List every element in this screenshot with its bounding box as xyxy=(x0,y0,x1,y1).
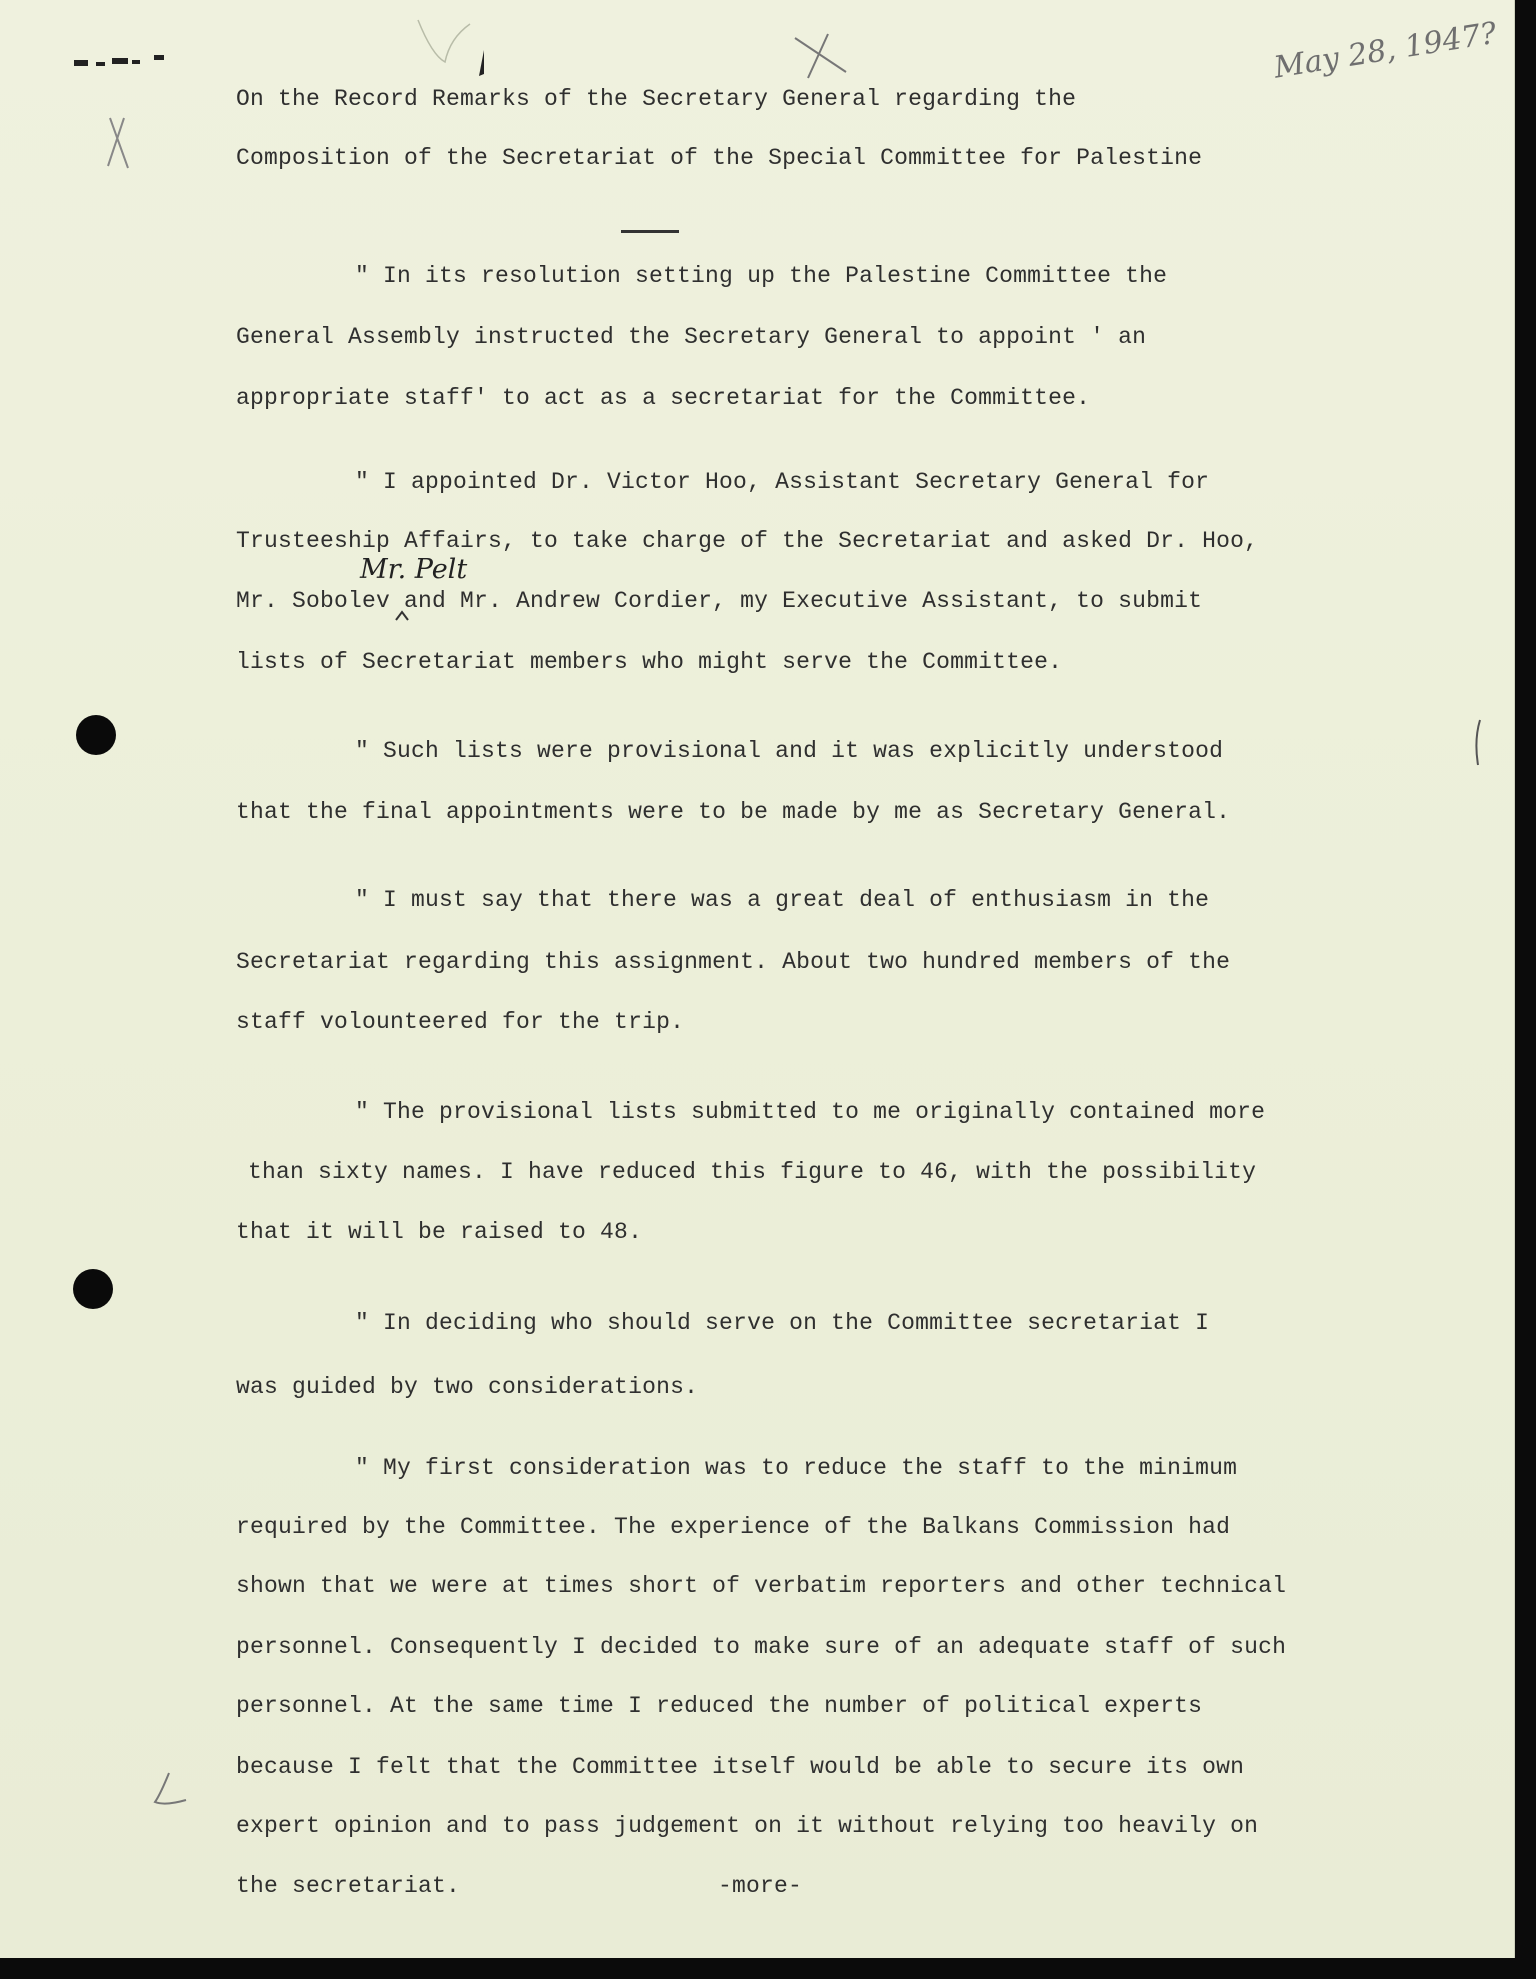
paragraph-line: " In deciding who should serve on the Committee secretariat I xyxy=(355,1310,1210,1336)
paragraph-line: " In its resolution setting up the Palestine Committee the xyxy=(355,263,1168,289)
punch-hole-top xyxy=(76,715,116,755)
paragraph-line: " I appointed Dr. Victor Hoo, Assistant Secretary General for xyxy=(355,469,1210,495)
paragraph-line: Mr. Sobolev and Mr. Andrew Cordier, my Executive Assistant, to submit xyxy=(236,588,1203,614)
paragraph-line: General Assembly instructed the Secretary General to appoint ' an xyxy=(236,324,1147,350)
top-slash-mark xyxy=(479,50,484,76)
paragraph-line: that it will be raised to 48. xyxy=(236,1219,643,1245)
paragraph-line: Trusteeship Affairs, to take charge of the Secretariat and asked Dr. Hoo, xyxy=(236,528,1259,554)
paragraph-line: " The provisional lists submitted to me originally contained more xyxy=(355,1099,1266,1125)
top-x-mark xyxy=(795,34,846,78)
right-margin-mark xyxy=(1476,720,1480,765)
paragraph-line: the secretariat. xyxy=(236,1873,461,1899)
handwritten-insertion: Mr. Pelt xyxy=(360,554,468,585)
paragraph-line: personnel. At the same time I reduced the number of political experts xyxy=(236,1693,1203,1719)
paragraph-line: because I felt that the Committee itself would be able to secure its own xyxy=(236,1754,1245,1780)
paragraph-line: expert opinion and to pass judgement on it without relying too heavily on xyxy=(236,1813,1259,1839)
title-line-1: On the Record Remarks of the Secretary General regarding the xyxy=(236,86,1077,112)
paragraph-line: was guided by two considerations. xyxy=(236,1374,699,1400)
paragraph-line: appropriate staff' to act as a secretariat for the Committee. xyxy=(236,385,1091,411)
left-check-mark xyxy=(155,1773,186,1804)
paragraph-line: personnel. Consequently I decided to make sure of an adequate staff of such xyxy=(236,1634,1287,1660)
title-line-2: Composition of the Secretariat of the Special Committee for Palestine xyxy=(236,145,1203,171)
paragraph-line: staff volounteered for the trip. xyxy=(236,1009,685,1035)
paragraph-line: " Such lists were provisional and it was explicitly understood xyxy=(355,738,1224,764)
paragraph-line: " I must say that there was a great deal of enthusiasm in the xyxy=(355,887,1210,913)
paragraph-line: shown that we were at times short of verbatim reporters and other technical xyxy=(236,1573,1287,1599)
paragraph-line: than sixty names. I have reduced this figure to 46, with the possibility xyxy=(248,1159,1257,1185)
paragraph-line: " My first consideration was to reduce the staff to the minimum xyxy=(355,1455,1238,1481)
top-v-mark xyxy=(418,20,470,62)
paragraph-line: lists of Secretariat members who might serve the Committee. xyxy=(236,649,1063,675)
title-divider xyxy=(621,230,679,233)
punch-hole-bottom xyxy=(73,1269,113,1309)
more-continuation: -more- xyxy=(718,1873,803,1899)
top-left-scribble xyxy=(74,55,164,66)
paragraph-line: Secretariat regarding this assignment. About two hundred members of the xyxy=(236,949,1231,975)
paragraph-line: required by the Committee. The experience of the Balkans Commission had xyxy=(236,1514,1231,1540)
handwritten-date: May 28, 1947? xyxy=(1271,15,1500,86)
margin-x-mark xyxy=(108,118,128,168)
paragraph-line: that the final appointments were to be made by me as Secretary General. xyxy=(236,799,1231,825)
